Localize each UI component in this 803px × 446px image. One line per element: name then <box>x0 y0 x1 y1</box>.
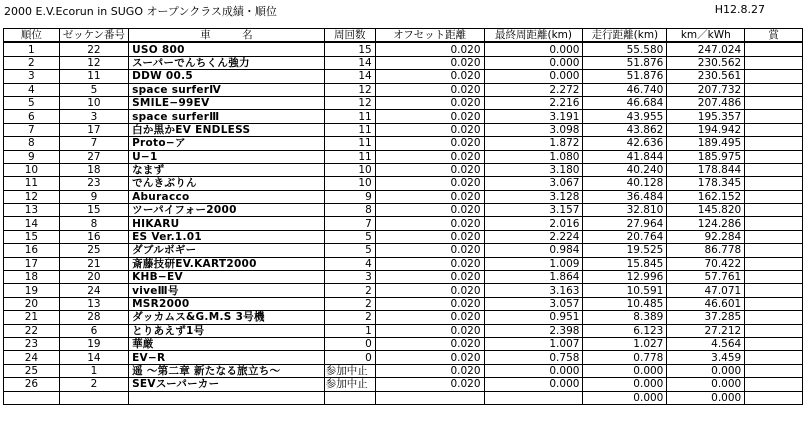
laps-cell: 15 <box>324 42 375 56</box>
table-row <box>4 163 803 176</box>
number-cell: 13 <box>59 297 128 310</box>
efficiency-cell: 145.820 <box>667 204 745 217</box>
number-cell: 10 <box>59 96 128 109</box>
number-cell: 27 <box>59 150 128 163</box>
award-cell <box>745 137 803 150</box>
car-name-cell: ダッカムス&G.M.S 3号機 <box>129 311 325 324</box>
distance-cell: 46.684 <box>583 96 667 109</box>
car-name-cell: HIKARU <box>129 217 325 230</box>
number-cell: 24 <box>59 284 128 297</box>
award-cell <box>745 311 803 324</box>
offset-cell: 0.020 <box>375 244 484 257</box>
last-lap-cell: 0.000 <box>484 378 583 391</box>
car-name-cell: EV−R <box>129 351 325 364</box>
laps-cell <box>324 391 375 404</box>
award-cell <box>745 271 803 284</box>
col-header-laps: 周回数 <box>324 29 375 43</box>
last-lap-cell: 2.224 <box>484 230 583 243</box>
table-row <box>4 378 803 391</box>
car-name-cell: SEVスーパーカー <box>129 378 325 391</box>
efficiency-cell: 230.562 <box>667 56 745 69</box>
rank-cell: 23 <box>4 337 60 350</box>
distance-cell: 10.485 <box>583 297 667 310</box>
car-name-cell: ES Ver.1.01 <box>129 230 325 243</box>
efficiency-cell: 207.486 <box>667 96 745 109</box>
table-row <box>4 123 803 136</box>
efficiency-cell: 230.561 <box>667 70 745 83</box>
laps-cell: 2 <box>324 311 375 324</box>
offset-cell: 0.020 <box>375 284 484 297</box>
rank-cell: 12 <box>4 190 60 203</box>
offset-cell: 0.020 <box>375 230 484 243</box>
car-name-cell: ツーパイフォー2000 <box>129 204 325 217</box>
laps-cell: 1 <box>324 324 375 337</box>
car-name-cell: SMILE−99EV <box>129 96 325 109</box>
efficiency-cell: 3.459 <box>667 351 745 364</box>
efficiency-cell: 86.778 <box>667 244 745 257</box>
award-cell <box>745 83 803 96</box>
offset-cell: 0.020 <box>375 378 484 391</box>
efficiency-cell: 46.601 <box>667 297 745 310</box>
efficiency-cell: 194.942 <box>667 123 745 136</box>
award-cell <box>745 337 803 350</box>
table-row <box>4 324 803 337</box>
award-cell <box>745 297 803 310</box>
award-cell <box>745 190 803 203</box>
efficiency-cell: 4.564 <box>667 337 745 350</box>
offset-cell: 0.020 <box>375 324 484 337</box>
efficiency-cell: 247.024 <box>667 42 745 56</box>
award-cell <box>745 257 803 270</box>
header-row <box>4 29 803 43</box>
laps-cell: 3 <box>324 271 375 284</box>
award-cell <box>745 177 803 190</box>
table-row <box>4 137 803 150</box>
col-header-award: 賞 <box>745 29 803 43</box>
number-cell: 20 <box>59 271 128 284</box>
efficiency-cell: 0.000 <box>667 391 745 404</box>
last-lap-cell: 3.057 <box>484 297 583 310</box>
table-row <box>4 297 803 310</box>
award-cell <box>745 364 803 377</box>
last-lap-cell: 2.016 <box>484 217 583 230</box>
rank-cell: 26 <box>4 378 60 391</box>
last-lap-cell: 1.080 <box>484 150 583 163</box>
car-name-cell: 遥 〜第二章 新たなる旅立ち〜 <box>129 364 325 377</box>
award-cell <box>745 217 803 230</box>
rank-cell: 10 <box>4 163 60 176</box>
table-row <box>4 217 803 230</box>
laps-cell: 11 <box>324 137 375 150</box>
distance-cell: 0.000 <box>583 391 667 404</box>
efficiency-cell: 0.000 <box>667 364 745 377</box>
distance-cell: 43.955 <box>583 110 667 123</box>
distance-cell: 42.636 <box>583 137 667 150</box>
award-cell <box>745 324 803 337</box>
award-cell <box>745 70 803 83</box>
laps-cell: 11 <box>324 110 375 123</box>
table-row <box>4 244 803 257</box>
efficiency-cell: 27.212 <box>667 324 745 337</box>
number-cell: 5 <box>59 83 128 96</box>
table-row <box>4 83 803 96</box>
last-lap-cell: 0.000 <box>484 70 583 83</box>
last-lap-cell: 0.000 <box>484 42 583 56</box>
last-lap-cell: 3.067 <box>484 177 583 190</box>
offset-cell <box>375 391 484 404</box>
table-row <box>4 204 803 217</box>
offset-cell: 0.020 <box>375 190 484 203</box>
laps-cell: 12 <box>324 83 375 96</box>
offset-cell: 0.020 <box>375 56 484 69</box>
table-row <box>4 351 803 364</box>
distance-cell: 43.862 <box>583 123 667 136</box>
number-cell: 25 <box>59 244 128 257</box>
rank-cell: 4 <box>4 83 60 96</box>
award-cell <box>745 42 803 56</box>
award-cell <box>745 150 803 163</box>
rank-cell: 22 <box>4 324 60 337</box>
distance-cell: 40.128 <box>583 177 667 190</box>
last-lap-cell: 0.000 <box>484 364 583 377</box>
distance-cell: 20.764 <box>583 230 667 243</box>
car-name-cell: とりあえず1号 <box>129 324 325 337</box>
efficiency-cell: 57.761 <box>667 271 745 284</box>
last-lap-cell: 2.398 <box>484 324 583 337</box>
table-row <box>4 257 803 270</box>
number-cell: 17 <box>59 123 128 136</box>
table-row <box>4 70 803 83</box>
car-name-cell: Proto−ア <box>129 137 325 150</box>
efficiency-cell: 70.422 <box>667 257 745 270</box>
number-cell: 19 <box>59 337 128 350</box>
last-lap-cell: 3.128 <box>484 190 583 203</box>
efficiency-cell: 178.345 <box>667 177 745 190</box>
table-row <box>4 96 803 109</box>
last-lap-cell: 1.872 <box>484 137 583 150</box>
offset-cell: 0.020 <box>375 123 484 136</box>
laps-cell: 5 <box>324 230 375 243</box>
laps-cell: 14 <box>324 56 375 69</box>
award-cell <box>745 391 803 404</box>
last-lap-cell <box>484 391 583 404</box>
distance-cell: 0.000 <box>583 378 667 391</box>
table-row <box>4 56 803 69</box>
car-name-cell: KHB−EV <box>129 271 325 284</box>
table-row <box>4 337 803 350</box>
offset-cell: 0.020 <box>375 351 484 364</box>
number-cell <box>59 391 128 404</box>
number-cell: 7 <box>59 137 128 150</box>
distance-cell: 55.580 <box>583 42 667 56</box>
report-date: H12.8.27 <box>714 3 765 16</box>
offset-cell: 0.020 <box>375 204 484 217</box>
car-name-cell: Aburacco <box>129 190 325 203</box>
offset-cell: 0.020 <box>375 83 484 96</box>
results-table <box>3 28 803 405</box>
last-lap-cell: 0.000 <box>484 56 583 69</box>
efficiency-cell: 185.975 <box>667 150 745 163</box>
laps-cell: 12 <box>324 96 375 109</box>
last-lap-cell: 0.951 <box>484 311 583 324</box>
offset-cell: 0.020 <box>375 337 484 350</box>
number-cell: 22 <box>59 42 128 56</box>
distance-cell: 41.844 <box>583 150 667 163</box>
efficiency-cell: 178.844 <box>667 163 745 176</box>
page-title: 2000 E.V.Ecorun in SUGO オープンクラス成績・順位 <box>4 5 277 18</box>
car-name-cell: スーパーでんちくん強力 <box>129 56 325 69</box>
number-cell: 2 <box>59 378 128 391</box>
efficiency-cell: 92.284 <box>667 230 745 243</box>
number-cell: 21 <box>59 257 128 270</box>
col-header-offset: オフセット距離 <box>375 29 484 43</box>
laps-cell: 2 <box>324 297 375 310</box>
award-cell <box>745 204 803 217</box>
last-lap-cell: 3.163 <box>484 284 583 297</box>
car-name-cell: U−1 <box>129 150 325 163</box>
last-lap-cell: 2.272 <box>484 83 583 96</box>
offset-cell: 0.020 <box>375 311 484 324</box>
number-cell: 18 <box>59 163 128 176</box>
car-name-cell: なまず <box>129 163 325 176</box>
offset-cell: 0.020 <box>375 257 484 270</box>
car-name-cell: space surferⅢ <box>129 110 325 123</box>
distance-cell: 46.740 <box>583 83 667 96</box>
number-cell: 8 <box>59 217 128 230</box>
rank-cell: 3 <box>4 70 60 83</box>
car-name-cell: 白か黒かEV ENDLESS <box>129 123 325 136</box>
number-cell: 6 <box>59 324 128 337</box>
laps-cell: 7 <box>324 217 375 230</box>
distance-cell: 6.123 <box>583 324 667 337</box>
number-cell: 12 <box>59 56 128 69</box>
distance-cell: 10.591 <box>583 284 667 297</box>
results-body <box>4 42 803 404</box>
laps-cell: 参加中止 <box>324 378 375 391</box>
car-name-cell: 斎藤技研EV.KART2000 <box>129 257 325 270</box>
rank-cell: 25 <box>4 364 60 377</box>
rank-cell: 19 <box>4 284 60 297</box>
award-cell <box>745 351 803 364</box>
car-name-cell: でんきぶりん <box>129 177 325 190</box>
laps-cell: 11 <box>324 150 375 163</box>
efficiency-cell: 47.071 <box>667 284 745 297</box>
car-name-cell: USO 800 <box>129 42 325 56</box>
col-header-distance: 走行距離(km) <box>583 29 667 43</box>
last-lap-cell: 3.098 <box>484 123 583 136</box>
award-cell <box>745 110 803 123</box>
car-name-cell <box>129 391 325 404</box>
rank-cell: 6 <box>4 110 60 123</box>
last-lap-cell: 2.216 <box>484 96 583 109</box>
rank-cell: 5 <box>4 96 60 109</box>
distance-cell: 0.000 <box>583 364 667 377</box>
number-cell: 3 <box>59 110 128 123</box>
rank-cell: 7 <box>4 123 60 136</box>
last-lap-cell: 1.864 <box>484 271 583 284</box>
last-lap-cell: 3.180 <box>484 163 583 176</box>
table-row <box>4 364 803 377</box>
distance-cell: 32.810 <box>583 204 667 217</box>
last-lap-cell: 3.191 <box>484 110 583 123</box>
distance-cell: 0.778 <box>583 351 667 364</box>
efficiency-cell: 0.000 <box>667 378 745 391</box>
distance-cell: 15.845 <box>583 257 667 270</box>
efficiency-cell: 189.495 <box>667 137 745 150</box>
rank-cell: 16 <box>4 244 60 257</box>
laps-cell: 14 <box>324 70 375 83</box>
rank-cell: 2 <box>4 56 60 69</box>
rank-cell <box>4 391 60 404</box>
col-header-car-name: 車 名 <box>129 29 325 43</box>
table-row <box>4 230 803 243</box>
award-cell <box>745 163 803 176</box>
table-row <box>4 311 803 324</box>
laps-cell: 11 <box>324 123 375 136</box>
efficiency-cell: 124.286 <box>667 217 745 230</box>
col-header-efficiency: km／kWh <box>667 29 745 43</box>
number-cell: 15 <box>59 204 128 217</box>
rank-cell: 21 <box>4 311 60 324</box>
table-row <box>4 177 803 190</box>
car-name-cell: MSR2000 <box>129 297 325 310</box>
number-cell: 11 <box>59 70 128 83</box>
col-header-number: ゼッケン番号 <box>59 29 128 43</box>
distance-cell: 40.240 <box>583 163 667 176</box>
car-name-cell: ダブルボギー <box>129 244 325 257</box>
offset-cell: 0.020 <box>375 177 484 190</box>
laps-cell: 4 <box>324 257 375 270</box>
award-cell <box>745 96 803 109</box>
distance-cell: 51.876 <box>583 56 667 69</box>
distance-cell: 12.996 <box>583 271 667 284</box>
last-lap-cell: 1.007 <box>484 337 583 350</box>
efficiency-cell: 195.357 <box>667 110 745 123</box>
award-cell <box>745 244 803 257</box>
offset-cell: 0.020 <box>375 217 484 230</box>
laps-cell: 9 <box>324 190 375 203</box>
car-name-cell: viveⅢ号 <box>129 284 325 297</box>
award-cell <box>745 230 803 243</box>
car-name-cell: 華厳 <box>129 337 325 350</box>
laps-cell: 0 <box>324 337 375 350</box>
offset-cell: 0.020 <box>375 150 484 163</box>
car-name-cell: space surferⅣ <box>129 83 325 96</box>
number-cell: 1 <box>59 364 128 377</box>
offset-cell: 0.020 <box>375 70 484 83</box>
offset-cell: 0.020 <box>375 96 484 109</box>
distance-cell: 36.484 <box>583 190 667 203</box>
laps-cell: 参加中止 <box>324 364 375 377</box>
table-row <box>4 190 803 203</box>
offset-cell: 0.020 <box>375 42 484 56</box>
laps-cell: 8 <box>324 204 375 217</box>
rank-cell: 9 <box>4 150 60 163</box>
rank-cell: 20 <box>4 297 60 310</box>
rank-cell: 8 <box>4 137 60 150</box>
last-lap-cell: 3.157 <box>484 204 583 217</box>
table-row <box>4 391 803 404</box>
car-name-cell: DDW 00.5 <box>129 70 325 83</box>
rank-cell: 11 <box>4 177 60 190</box>
distance-cell: 8.389 <box>583 311 667 324</box>
laps-cell: 10 <box>324 177 375 190</box>
laps-cell: 0 <box>324 351 375 364</box>
distance-cell: 51.876 <box>583 70 667 83</box>
distance-cell: 19.525 <box>583 244 667 257</box>
award-cell <box>745 123 803 136</box>
efficiency-cell: 207.732 <box>667 83 745 96</box>
rank-cell: 18 <box>4 271 60 284</box>
laps-cell: 5 <box>324 244 375 257</box>
number-cell: 28 <box>59 311 128 324</box>
col-header-rank: 順位 <box>4 29 60 43</box>
rank-cell: 13 <box>4 204 60 217</box>
distance-cell: 1.027 <box>583 337 667 350</box>
award-cell <box>745 378 803 391</box>
offset-cell: 0.020 <box>375 271 484 284</box>
rank-cell: 15 <box>4 230 60 243</box>
rank-cell: 24 <box>4 351 60 364</box>
number-cell: 16 <box>59 230 128 243</box>
offset-cell: 0.020 <box>375 110 484 123</box>
laps-cell: 10 <box>324 163 375 176</box>
efficiency-cell: 162.152 <box>667 190 745 203</box>
efficiency-cell: 37.285 <box>667 311 745 324</box>
award-cell <box>745 284 803 297</box>
number-cell: 9 <box>59 190 128 203</box>
offset-cell: 0.020 <box>375 137 484 150</box>
table-row <box>4 110 803 123</box>
table-row <box>4 284 803 297</box>
offset-cell: 0.020 <box>375 163 484 176</box>
laps-cell: 2 <box>324 284 375 297</box>
rank-cell: 1 <box>4 42 60 56</box>
table-row <box>4 271 803 284</box>
offset-cell: 0.020 <box>375 364 484 377</box>
last-lap-cell: 0.758 <box>484 351 583 364</box>
award-cell <box>745 56 803 69</box>
number-cell: 14 <box>59 351 128 364</box>
col-header-last-lap: 最終周距離(km) <box>484 29 583 43</box>
last-lap-cell: 0.984 <box>484 244 583 257</box>
rank-cell: 14 <box>4 217 60 230</box>
table-row <box>4 150 803 163</box>
offset-cell: 0.020 <box>375 297 484 310</box>
rank-cell: 17 <box>4 257 60 270</box>
distance-cell: 27.964 <box>583 217 667 230</box>
table-row <box>4 42 803 56</box>
number-cell: 23 <box>59 177 128 190</box>
last-lap-cell: 1.009 <box>484 257 583 270</box>
